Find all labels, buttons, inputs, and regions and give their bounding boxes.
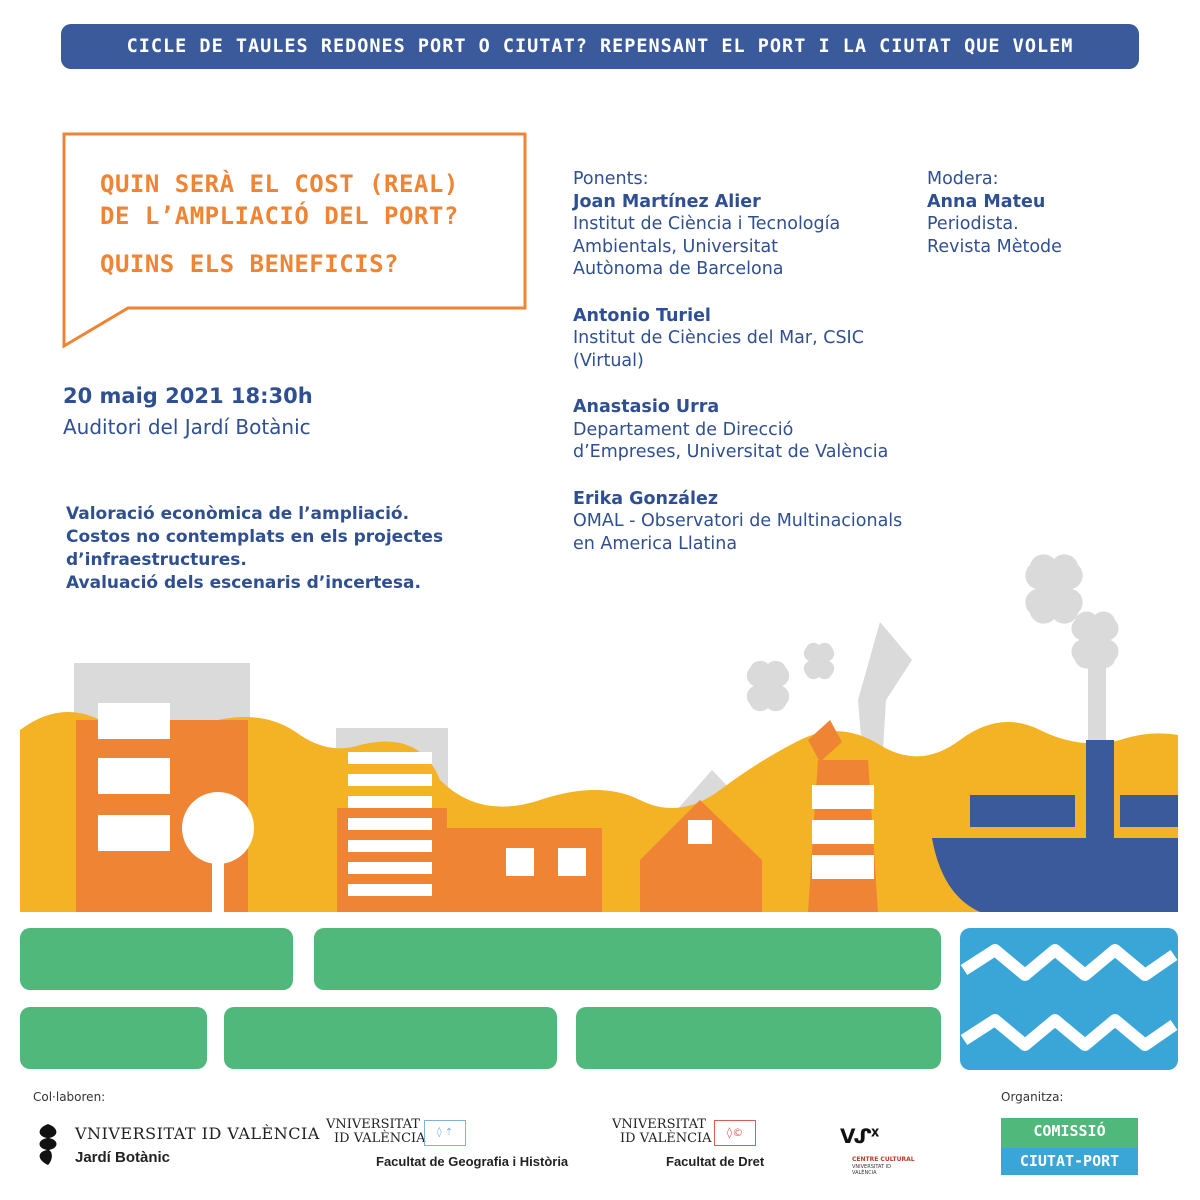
logo3-line2: ID VALÈNCIA [620, 1131, 712, 1146]
speakers-label: Ponents: [573, 169, 649, 189]
topic-line: Costos no contemplats en els projectes [66, 527, 444, 547]
logo-comissio-ciutat-port [1001, 1118, 1138, 1175]
question-line-1: QUIN SERÀ EL COST (REAL) [100, 170, 459, 198]
speaker-affiliation: Ambientals, Universitat [573, 236, 779, 257]
event-venue: Auditori del Jardí Botànic [63, 415, 311, 439]
logo-centre-cultural [838, 1124, 915, 1176]
question-line-3: QUINS ELS BENEFICIS? [100, 250, 399, 278]
logo4-line1: CENTRE CULTURAL [852, 1156, 915, 1163]
logo2-line2: ID VALÈNCIA [334, 1131, 426, 1146]
organizer-label: Organitza: [1001, 1090, 1064, 1104]
logo-geografia-historia [326, 1118, 576, 1173]
logo2-faculty: Facultat de Geografia i Història [376, 1154, 569, 1169]
logo4-line2: VNIVERSITAT ID VALÈNCIA [852, 1164, 892, 1176]
moderator-name: Anna Mateu [927, 191, 1046, 212]
speaker-affiliation: Departament de Direcció [573, 419, 794, 440]
speaker-name: Antonio Turiel [573, 305, 711, 326]
organizer-line1: COMISSIÓ [1033, 1122, 1106, 1140]
faculty-emblem-icon: ◊ ⇡ [424, 1120, 466, 1146]
moderator-label: Modera: [927, 169, 999, 189]
moderator-role: Revista Mètode [927, 236, 1062, 257]
logo2-line1: VNIVERSITAT [326, 1117, 420, 1132]
banner-title: CICLE DE TAULES REDONES PORT O CIUTAT? REPENSANT EL PORT I LA CIUTAT QUE VOLEM [126, 36, 1074, 57]
speaker-affiliation: Institut de Ciències del Mar, CSIC [573, 328, 864, 348]
speaker-affiliation: en America Llatina [573, 533, 738, 554]
speaker-affiliation: OMAL - Observatori de Multinacionals [573, 511, 903, 531]
speaker-name: Erika González [573, 488, 719, 509]
centre-cultural-mark-icon: ᐯᔑᕽ [840, 1124, 879, 1148]
question-line-2: DE L’AMPLIACIÓ DEL PORT? [100, 202, 459, 230]
logo-facultat-dret [612, 1118, 812, 1173]
topic-line: Valoració econòmica de l’ampliació. [66, 504, 410, 524]
law-emblem-icon: ◊© [714, 1120, 756, 1146]
speaker-affiliation: (Virtual) [573, 350, 644, 371]
topic-line: d’infraestructures. [66, 550, 247, 570]
speaker-affiliation: Autònoma de Barcelona [573, 259, 784, 279]
plant-icon [33, 1122, 63, 1167]
topic-line: Avaluació dels escenaris d’incertesa. [66, 573, 421, 593]
logo1-subtitle: Jardí Botànic [75, 1149, 171, 1166]
moderator-role: Periodista. [927, 214, 1019, 234]
collaborators-label: Col·laboren: [33, 1090, 106, 1104]
logo3-line1: VNIVERSITAT [612, 1117, 706, 1132]
organizer-line2: CIUTAT-PORT [1001, 1148, 1138, 1175]
speaker-affiliation: d’Empreses, Universitat de València [573, 442, 889, 462]
speaker-name: Anastasio Urra [573, 397, 720, 417]
logo3-faculty: Facultat de Dret [666, 1154, 765, 1169]
speaker-affiliation: Institut de Ciència i Tecnología [573, 214, 841, 234]
speaker-name: Joan Martínez Alier [573, 191, 761, 212]
event-datetime: 20 maig 2021 18:30h [63, 384, 313, 408]
logo1-title: VNIVERSITAT ID VALÈNCIA [75, 1124, 320, 1143]
